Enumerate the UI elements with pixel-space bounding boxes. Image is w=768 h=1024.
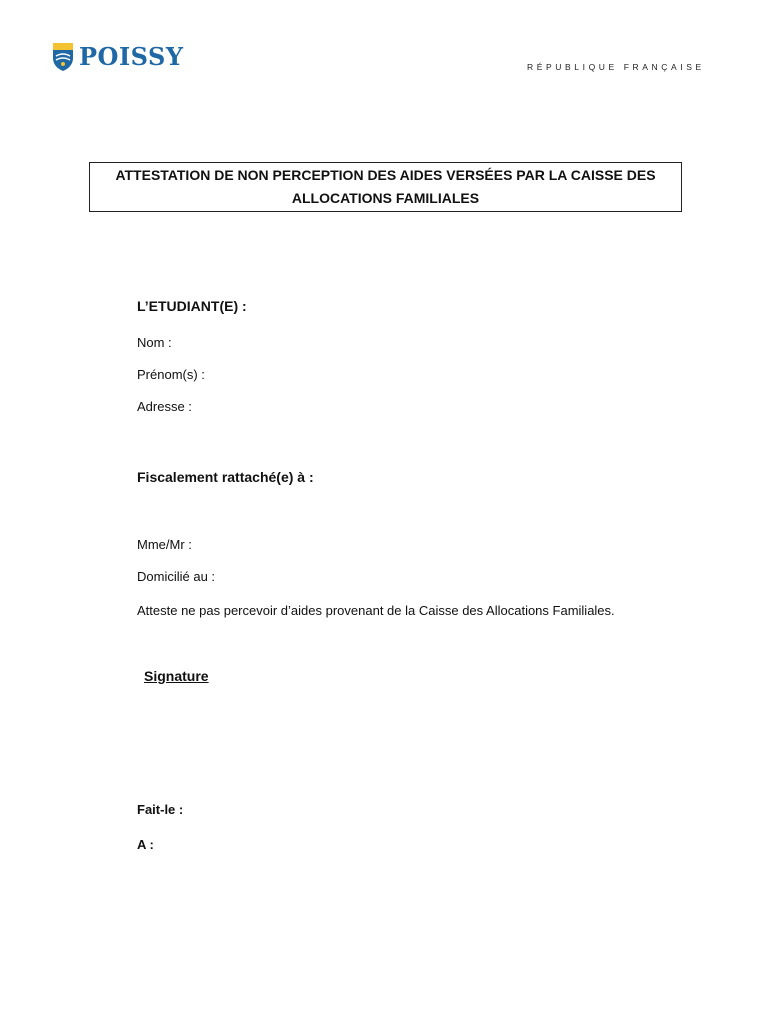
- mme-mr-field: Mme/Mr :: [137, 537, 192, 552]
- city-crest-icon: [52, 42, 74, 72]
- nom-field: Nom :: [137, 335, 172, 350]
- etudiant-heading: L’ETUDIANT(E) :: [137, 298, 247, 314]
- fiscal-heading: Fiscalement rattaché(e) à :: [137, 469, 314, 485]
- republique-francaise: RÉPUBLIQUE FRANÇAISE: [527, 62, 705, 72]
- title-line-2: ALLOCATIONS FAMILIALES: [291, 190, 480, 206]
- fait-le-field: Fait-le :: [137, 802, 184, 817]
- attestation-statement: Atteste ne pas percevoir d’aides provenant de la Caisse des Allocations Familiales.: [137, 603, 615, 618]
- adresse-field: Adresse :: [137, 399, 192, 414]
- logo-text: POISSY: [79, 42, 184, 71]
- title-line-1: ATTESTATION DE NON PERCEPTION DES AIDES VERSÉES PAR LA CAISSE DES: [115, 167, 656, 183]
- a-field: A :: [137, 837, 154, 852]
- poissy-logo: [52, 41, 183, 73]
- domicilie-field: Domicilié au :: [137, 569, 216, 584]
- document-title: [89, 162, 682, 212]
- signature-label: Signature: [144, 668, 209, 684]
- prenom-field: Prénom(s) :: [137, 367, 205, 382]
